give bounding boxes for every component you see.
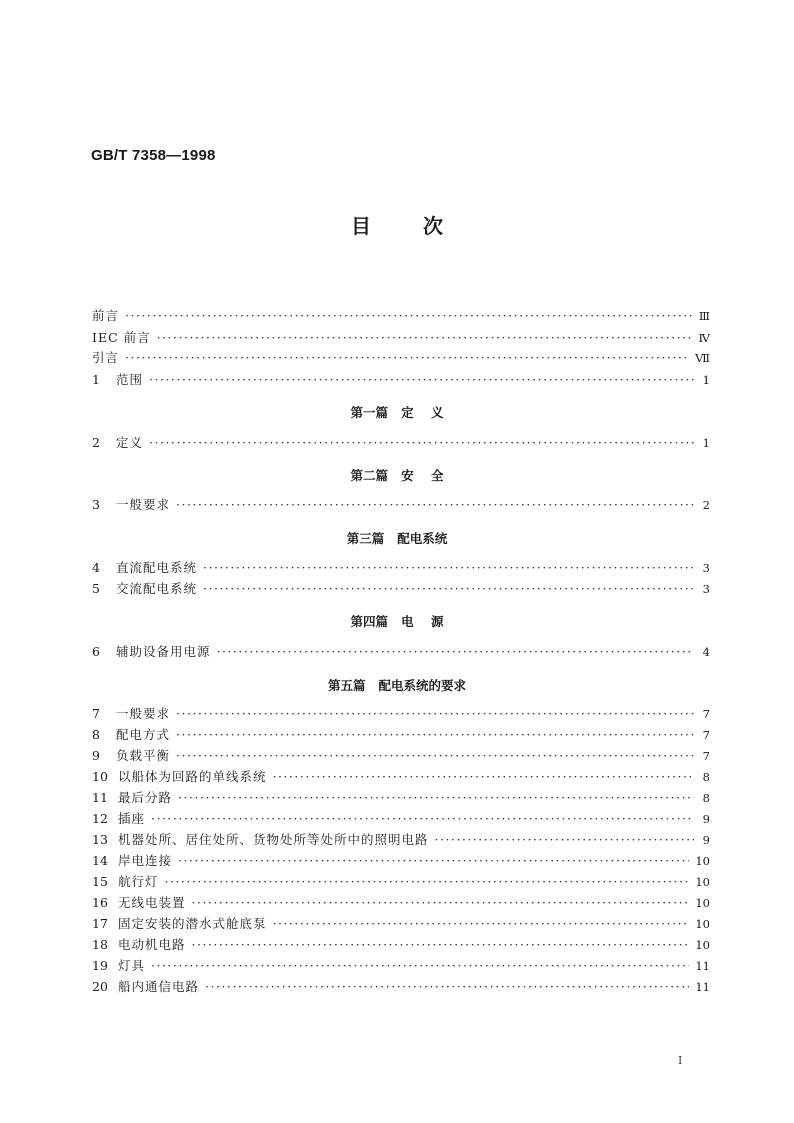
- part-title: 电 源: [401, 614, 444, 629]
- toc-entry-number: 13: [92, 832, 108, 847]
- leader-dots: [151, 956, 689, 976]
- toc-entry[interactable]: [92, 704, 710, 724]
- toc-entry-number: 19: [92, 958, 108, 973]
- toc-entry[interactable]: [92, 872, 710, 892]
- part-label: 第一篇: [350, 405, 389, 420]
- toc-entry-title: IEC 前言: [92, 330, 151, 345]
- part-label: 第五篇: [327, 678, 366, 693]
- leader-dots: [273, 767, 694, 787]
- toc-entry-title: 直流配电系统: [116, 560, 198, 575]
- part-label: 第四篇: [350, 614, 389, 629]
- leader-dots: [178, 788, 694, 808]
- toc-entry-number: 5: [92, 581, 100, 596]
- leader-dots: [203, 579, 694, 599]
- toc-entry-page: 11: [695, 980, 710, 994]
- toc-entry[interactable]: [92, 830, 710, 850]
- toc-entry-number: 1: [92, 372, 100, 387]
- toc-entry[interactable]: [92, 893, 710, 913]
- toc-entry-title: 岸电连接: [118, 853, 173, 868]
- leader-dots: [178, 851, 689, 871]
- leader-dots: [192, 893, 690, 913]
- leader-dots: [273, 914, 690, 934]
- toc-entry-introduction[interactable]: [92, 348, 710, 368]
- toc-entry-page: 8: [702, 770, 710, 784]
- toc-entry-page: 3: [702, 582, 710, 596]
- toc-entry-page: 9: [702, 812, 710, 826]
- leader-dots: [176, 725, 694, 745]
- toc-entry[interactable]: [92, 935, 710, 955]
- leader-dots: [151, 809, 694, 829]
- toc-entry-page: Ⅳ: [698, 331, 710, 345]
- toc-entry-number: 7: [92, 706, 100, 721]
- toc-entry-number: 9: [92, 748, 100, 763]
- part-label: 第三篇: [346, 531, 385, 546]
- toc-entry-number: 15: [92, 874, 108, 889]
- toc-entry-page: 7: [702, 728, 710, 742]
- leader-dots: [149, 433, 694, 453]
- toc-entry-number: 17: [92, 916, 108, 931]
- toc-entry-title: 无线电装置: [118, 895, 186, 910]
- toc-entry-page: Ⅲ: [698, 309, 710, 323]
- toc-entry[interactable]: [92, 433, 710, 453]
- toc-entry-page: 11: [695, 959, 710, 973]
- toc-entry-title: 引言: [92, 350, 120, 365]
- toc-entry-title: 最后分路: [118, 790, 173, 805]
- toc-entry-page: 10: [695, 917, 710, 931]
- toc-entry[interactable]: [92, 746, 710, 766]
- toc-entry-number: 4: [92, 560, 100, 575]
- toc-entry-number: 2: [92, 435, 100, 450]
- toc-entry-page: 7: [702, 707, 710, 721]
- toc-entry-title: 电动机电路: [118, 937, 186, 952]
- toc-entry-page: 10: [695, 938, 710, 952]
- toc-entry[interactable]: [92, 956, 710, 976]
- toc-entry-title: 船内通信电路: [118, 979, 200, 994]
- part-heading[interactable]: [0, 612, 794, 630]
- toc-entry-page: 8: [702, 791, 710, 805]
- toc-entry-title: 定义: [116, 435, 144, 450]
- toc-entry-page: 10: [695, 854, 710, 868]
- toc-entry-page: 4: [702, 645, 710, 659]
- toc-entry-page: 10: [695, 875, 710, 889]
- toc-entry-page: 2: [702, 498, 710, 512]
- toc-entry[interactable]: [92, 809, 710, 829]
- toc-entry-page: Ⅶ: [695, 351, 710, 365]
- leader-dots: [176, 495, 694, 515]
- toc-entry-title: 灯具: [118, 958, 146, 973]
- leader-dots: [205, 977, 689, 997]
- toc-entry-title: 一般要求: [116, 706, 171, 721]
- part-label: 第二篇: [350, 468, 389, 483]
- toc-entry[interactable]: [92, 914, 710, 934]
- toc-entry[interactable]: [92, 558, 710, 578]
- toc-entry-title: 一般要求: [116, 497, 171, 512]
- leader-dots: [435, 830, 694, 850]
- toc-entry-page: 1: [702, 436, 710, 450]
- toc-entry-title: 负载平衡: [116, 748, 171, 763]
- toc-entry-title: 辅助设备用电源: [116, 644, 211, 659]
- toc-entry[interactable]: [92, 579, 710, 599]
- toc-entry-page: 10: [695, 896, 710, 910]
- part-heading[interactable]: [0, 466, 794, 484]
- leader-dots: [157, 328, 693, 348]
- part-title: 配电系统: [397, 531, 448, 546]
- toc-entry[interactable]: [92, 977, 710, 997]
- leader-dots: [217, 642, 694, 662]
- standard-code: GB/T 7358—1998: [91, 147, 216, 164]
- toc-entry-number: 6: [92, 644, 100, 659]
- toc-entry-title: 固定安装的潜水式舱底泵: [118, 916, 267, 931]
- part-title: 配电系统的要求: [378, 678, 467, 693]
- toc-entry[interactable]: [92, 642, 710, 662]
- toc-entry-iec-foreword[interactable]: [92, 328, 710, 348]
- toc-entry-page: 9: [702, 833, 710, 847]
- leader-dots: [176, 704, 694, 724]
- leader-dots: [125, 306, 693, 326]
- toc-entry[interactable]: [92, 767, 710, 787]
- leader-dots: [149, 370, 694, 390]
- part-heading[interactable]: [0, 676, 794, 694]
- toc-entry[interactable]: [92, 370, 710, 390]
- toc-entry-title: 机器处所、居住处所、货物处所等处所中的照明电路: [118, 832, 429, 847]
- toc-entry-number: 14: [92, 853, 108, 868]
- toc-entry-title: 插座: [118, 811, 146, 826]
- toc-entry-title: 航行灯: [118, 874, 159, 889]
- toc-entry-page: 3: [702, 561, 710, 575]
- toc-entry-title: 范围: [116, 372, 144, 387]
- toc-entry-number: 10: [92, 769, 108, 784]
- leader-dots: [192, 935, 690, 955]
- toc-entry-number: 11: [92, 790, 108, 805]
- toc-entry[interactable]: [92, 788, 710, 808]
- page-number: I: [678, 1054, 683, 1067]
- leader-dots: [165, 872, 690, 892]
- part-title: 安 全: [401, 468, 444, 483]
- toc-entry-page: 7: [702, 749, 710, 763]
- toc-entry-number: 20: [92, 979, 108, 994]
- toc-entry[interactable]: [92, 851, 710, 871]
- toc-entry[interactable]: [92, 725, 710, 745]
- toc-entry-title: 配电方式: [116, 727, 171, 742]
- toc-entry-title: 交流配电系统: [116, 581, 198, 596]
- toc-entry-title: 以船体为回路的单线系统: [118, 769, 267, 784]
- toc-entry-number: 12: [92, 811, 108, 826]
- toc-entry-number: 8: [92, 727, 100, 742]
- part-heading[interactable]: [0, 529, 794, 547]
- part-title: 定 义: [401, 405, 444, 420]
- leader-dots: [125, 348, 689, 368]
- toc-entry-title: 前言: [92, 308, 120, 323]
- leader-dots: [203, 558, 694, 578]
- part-heading[interactable]: [0, 403, 794, 421]
- toc-entry-number: 18: [92, 937, 108, 952]
- page-title: 目次: [351, 214, 495, 238]
- leader-dots: [176, 746, 694, 766]
- toc-entry-page: 1: [702, 373, 710, 387]
- toc-entry-number: 3: [92, 497, 100, 512]
- toc-entry-foreword[interactable]: [92, 306, 710, 326]
- toc-entry-number: 16: [92, 895, 108, 910]
- toc-entry[interactable]: [92, 495, 710, 515]
